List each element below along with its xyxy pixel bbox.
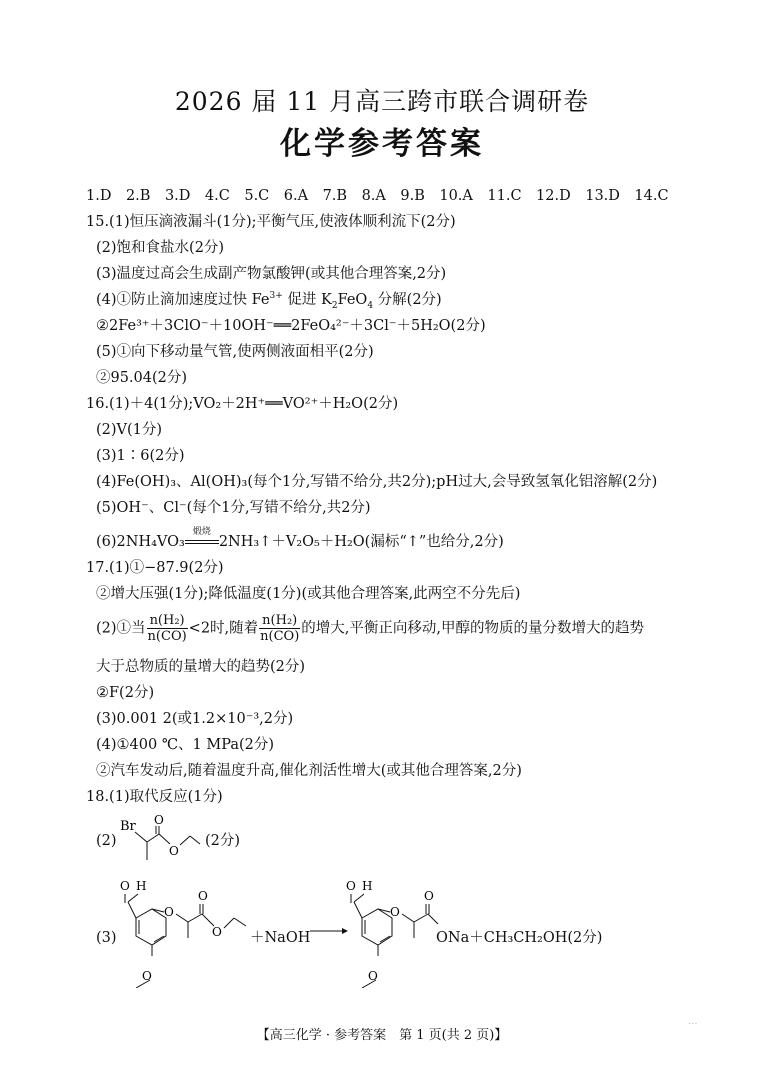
q16-1: 16.(1)＋4(1分);VO₂＋2H⁺══VO²⁺＋H₂O(2分)	[86, 396, 399, 412]
q17-2a-cont: 大于总物质的量增大的趋势(2分)	[96, 659, 306, 675]
corner-mark: ...	[688, 1016, 698, 1027]
q15-3: (3)温度过高会生成副产物氯酸钾(或其他合理答案,2分)	[96, 266, 447, 282]
svg-text:H: H	[136, 879, 147, 893]
svg-text:O: O	[424, 889, 434, 903]
q15-4a: (4)①防止滴加速度过快 $Fe^{3+}$ 促进 $K_2FeO_4$ 分解(2分)	[96, 291, 442, 311]
svg-text:O: O	[346, 879, 356, 893]
q15-4b: ②2Fe³⁺＋3ClO⁻＋10OH⁻══2FeO₄²⁻＋3Cl⁻＋5H₂O(2分)	[96, 318, 486, 334]
svg-text:O: O	[120, 879, 130, 893]
page-footer: 【高三化学 · 参考答案 第 1 页(共 2 页)】	[256, 1028, 508, 1043]
ratio-fraction: $\frac{\text{n(H₂)}}{n(CO)}$	[260, 613, 300, 644]
q18-1: 18.(1)取代反应(1分)	[86, 789, 223, 805]
svg-text:Br: Br	[120, 819, 136, 834]
q16-2: (2)V(1分)	[96, 422, 163, 438]
svg-text:H: H	[362, 879, 373, 893]
q16-4: (4)Fe(OH)₃、Al(OH)₃(每个1分,写错不给分,共2分);pH过大,会导致氢氧化铝溶解(2分)	[96, 474, 658, 490]
q15-5b: ②95.04(2分)	[96, 370, 188, 386]
svg-text:O: O	[169, 844, 179, 858]
q16-5: (5)OH⁻、Cl⁻(每个1分,写错不给分,共2分)	[96, 500, 371, 516]
exam-title: 2026 届 11 月高三跨市联合调研卷	[174, 87, 590, 116]
svg-text:O: O	[212, 925, 222, 939]
q17-3: (3)0.001 2(或1.2×10⁻³,2分)	[96, 711, 294, 727]
q18-3-plus-naoh: ＋NaOH	[250, 930, 311, 946]
q17-1a: 17.(1)①−87.9(2分)	[86, 560, 224, 576]
q15-5a: (5)①向下移动量气管,使两侧液面相平(2分)	[96, 344, 374, 360]
q17-2b: ②F(2分)	[96, 685, 155, 701]
bromo-ester-structure	[118, 808, 208, 868]
svg-text:O: O	[164, 905, 174, 919]
q16-6: (6)2NH₄VO₃ 煅烧 2NH₃↑＋V₂O₅＋H₂O(漏标“↑”也给分,2分)	[96, 527, 504, 550]
mc-answers: 1.D 2.B 3.D 4.C 5.C 6.A 7.B 8.A 9.B 10.A 11.C 12.D 13.D 14.C	[86, 188, 669, 204]
q17-4b: ②汽车发动后,随着温度升高,催化剂活性增大(或其他合理答案,2分)	[96, 763, 522, 779]
q15-1: 15.(1)恒压滴液漏斗(1分);平衡气压,使液体顺利流下(2分)	[86, 214, 456, 230]
q18-2-score: (2分)	[205, 833, 241, 849]
q17-1b: ②增大压强(1分);降低温度(1分)(或其他合理答案,此两空不分先后)	[96, 586, 521, 602]
q17-2a: (2)①当 $\frac{\text{n(H₂)}}{n(CO)}$ <2时,随着 $\frac{\text{n(H₂)}}{n(CO)}$ 的增大,平衡正向移动,甲醇的物质的量分数增大的趋势	[96, 613, 644, 644]
reactant-structure	[116, 876, 256, 988]
answer-title: 化学参考答案	[280, 126, 484, 162]
q17-4a: (4)①400 ℃、1 MPa(2分)	[96, 737, 275, 753]
q15-2: (2)饱和食盐水(2分)	[96, 240, 225, 256]
q16-3: (3)1∶6(2分)	[96, 448, 185, 464]
ratio-fraction: $\frac{\text{n(H₂)}}{n(CO)}$	[147, 613, 187, 644]
svg-text:O: O	[154, 813, 164, 827]
svg-text:O: O	[142, 969, 152, 983]
q18-3-label: (3)	[96, 930, 117, 946]
calcination-arrow: 煅烧	[185, 532, 219, 552]
q18-3-product: ONa＋CH₃CH₂OH(2分)	[436, 930, 603, 946]
svg-text:O: O	[368, 969, 378, 983]
svg-text:O: O	[390, 905, 400, 919]
q18-2-label: (2)	[96, 833, 117, 849]
svg-text:O: O	[198, 889, 208, 903]
